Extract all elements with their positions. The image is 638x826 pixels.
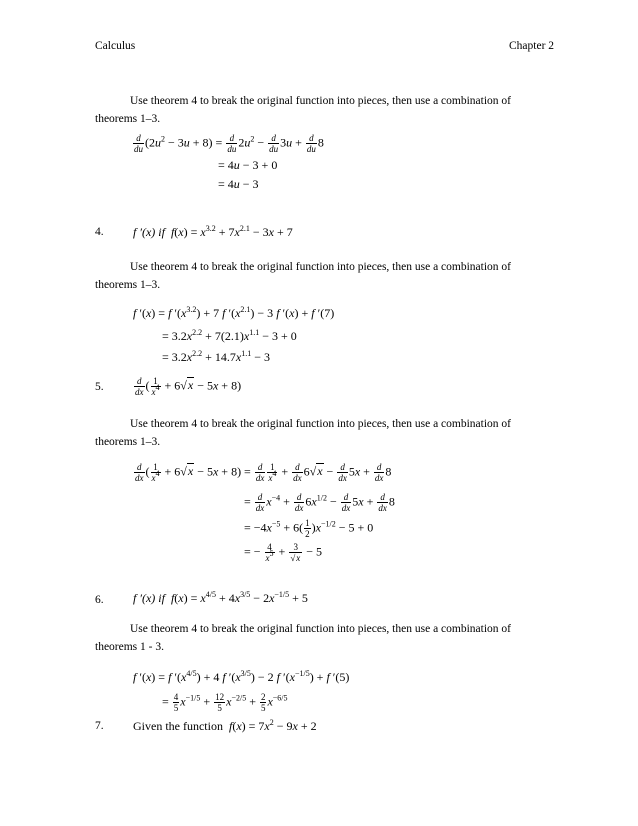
equation-line: = 4u − 3: [218, 177, 259, 191]
equation-line: $\frac{d}{dx}$ ( $\frac{1}{x^4}$ + 6√x − 5x + 8) = $\frac{d}{dx}$ $\frac{1}{x^4}$ + $\frac{d}{dx}$ 6√x − $\frac{d}{dx}$ 5x + $\frac{d}{dx}$ 8: [135, 462, 392, 483]
equation-line: = − $\frac{4}{x^5}$ + $\frac{3}{√x}$ − 5: [244, 542, 323, 563]
problem-number: 7.: [95, 720, 104, 732]
instruction-text: Use theorem 4 to break the original function into pieces, then use a combination of theorems 1–3.: [95, 261, 511, 291]
problem-statement: $\frac{d}{dx}$ ( $\frac{1}{x^4}$ + 6√x − 5x + 8): [135, 376, 242, 397]
equation-line: = $3.2x^{2.2} + 14.7x^{1.1} - 3$: [162, 349, 270, 364]
equation-line: = $\frac{d}{dx}$ $x^{-4}$ + $\frac{d}{dx}$ $6x^{1/2}$ − $\frac{d}{dx}$ 5x + $\frac{d}{dx}$ 8: [244, 492, 395, 513]
instruction-text: Use theorem 4 to break the original function into pieces, then use a combination of theorems 1–3.: [95, 95, 511, 125]
instruction-text: Use theorem 4 to break the original function into pieces, then use a combination of theorems 1–3.: [95, 418, 511, 448]
equation-line: f ′(x) = f $'(x^{3.2}) + 7$ f $'(x^{2.1}) - 3$ f ′(x) + f ′(7): [133, 305, 335, 320]
equation-line: f ′(x) = f $'(x^{4/5}) + 4$ f $'(x^{3/5}) - 2$ f $'(x^{-1/5}) + f$ ′(5): [133, 669, 350, 684]
problem-number: 5.: [95, 381, 104, 393]
problem-statement: Given the function $f(x) = 7x^2 - 9x + 2$: [133, 718, 317, 733]
problem-number: 4.: [95, 226, 104, 238]
problem-lead: f ′(x) if: [133, 225, 165, 239]
equation-line: = $-4x^{-5} + 6$( $\frac{1}{2}$ )$x^{-1/2} - 5 + 0$: [244, 518, 374, 539]
problem-text: Given the function: [133, 719, 223, 733]
equation-line: = 4u − 3 + 0: [218, 158, 278, 172]
header-right: Chapter 2: [509, 40, 555, 52]
instruction-text: Use theorem 4 to break the original function into pieces, then use a combination of theorems 1 - 3.: [95, 623, 511, 653]
problem-statement: f ′(x) if $f(x) = x^{4/5} + 4x^{3/5} - 2x^{-1/5} + 5$: [133, 590, 308, 605]
equation-line: = $\frac{4}{5}$ $x^{-1/5}$ + $\frac{12}{5}$ $x^{-2/5}$ + $\frac{2}{5}$ $x^{-6/5}$: [162, 692, 288, 713]
equation-line: = $3.2x^{2.2} + 7(2.1)x^{1.1} - 3 + 0$: [162, 328, 297, 343]
header-left: Calculus: [95, 40, 136, 52]
problem-statement: f ′(x) if $f(x) = x^{3.2} + 7x^{2.1} - 3x + 7$: [133, 224, 293, 239]
problem-lead: f ′(x) if: [133, 591, 165, 605]
equation-line: $\frac{d}{du}$ $(2u^2 - 3u + 8)$ = $\frac{d}{du}$ $2u^2$ − $\frac{d}{du}$ 3u + $\frac{d}{du}$ 8: [134, 133, 324, 154]
problem-number: 6.: [95, 594, 104, 606]
